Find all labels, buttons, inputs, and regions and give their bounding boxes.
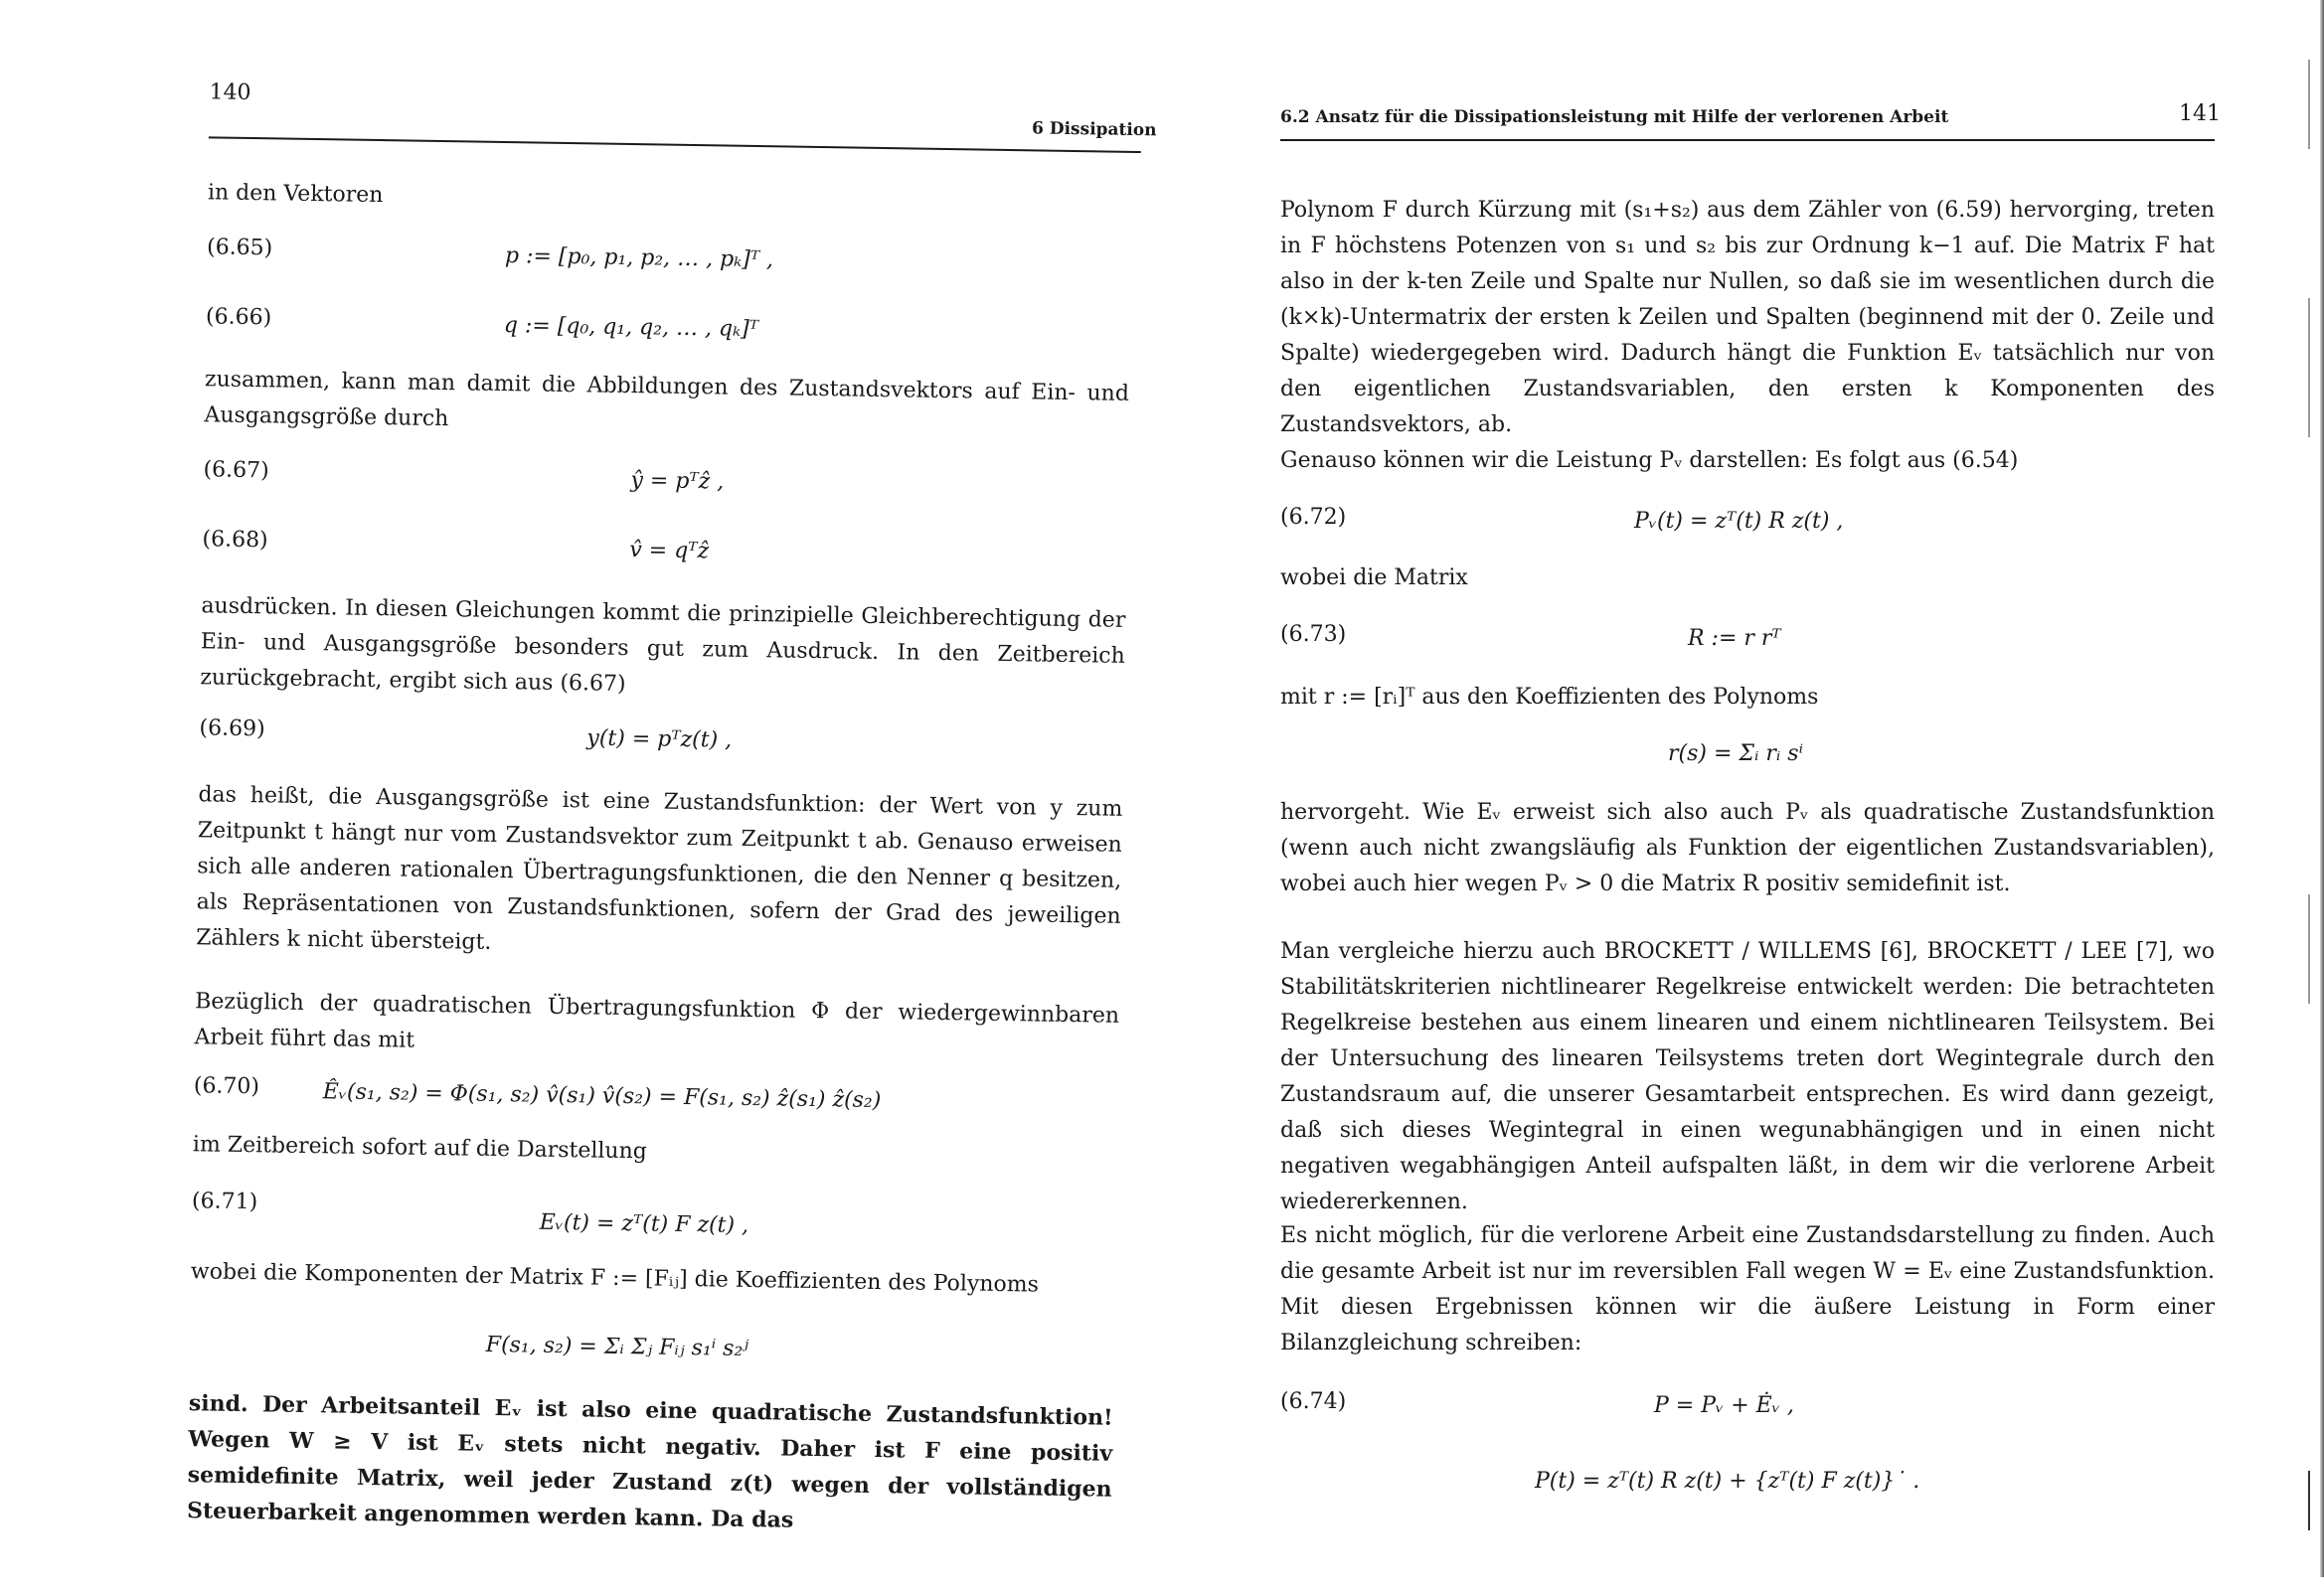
paragraph: hervorgeht. Wie Eᵥ erweist sich also auch Pᵥ als quadratische Zustandsfunktion (wenn auch nicht zwangsläufig als Funktion der eigentlichen Zustandsvariablen), wobei auch hier wegen Pᵥ > 0 die Matrix R positiv semidefinit ist. bbox=[1280, 800, 2215, 896]
equation-6-68 bbox=[202, 527, 1127, 581]
paragraph: in den Vektoren bbox=[207, 180, 384, 209]
equation-final: P(t) = zᵀ(t) R z(t) + {zᵀ(t) F z(t)}˙ . bbox=[1535, 1469, 1920, 1494]
equation-6-69 bbox=[199, 716, 1124, 770]
equation-number: (6.66) bbox=[205, 304, 272, 331]
running-head: 6 Dissipation bbox=[1031, 118, 1157, 141]
paragraph: das heißt, die Ausgangsgröße ist eine Zustandsfunktion: der Wert von y zum Zeitpunkt t hängt nur vom Zustandsvektor zum Zeitpunkt t ab. Genauso erweisen sich alle anderen rationalen Übertragungsfunktionen, die den Nenner q besitzen, als Repräsentationen von Zustandsfunktionen, sofern der Grad des jeweiligen Zählers k nicht übersteigt. bbox=[195, 782, 1123, 955]
equation-body: y(t) = pᵀz(t) , bbox=[586, 725, 733, 753]
equation-number: (6.67) bbox=[203, 457, 269, 484]
left-page-content bbox=[164, 0, 1163, 1592]
equation-number: (6.65) bbox=[206, 235, 273, 261]
header-rule bbox=[1280, 139, 2215, 141]
scan-mark bbox=[2308, 60, 2310, 149]
paragraph: Es nicht möglich, für die verlorene Arbeit eine Zustandsdarstellung zu finden. Auch die gesamte Arbeit ist nur im reversiblen Fall wegen W = Eᵥ eine Zustandsfunktion. Mit diesen Ergebnissen können wir die äußere Leistung in Form einer Bilanzgleichung schreiben: bbox=[1280, 1223, 2215, 1355]
equation-number: (6.73) bbox=[1280, 622, 1347, 647]
equation-6-72 bbox=[1280, 505, 2215, 545]
paragraph: sind. Der Arbeitsanteil Eᵥ ist also eine quadratische Zustandsfunktion! Wegen W ≥ V ist Eᵥ stets nicht negativ. Daher ist F eine positiv semidefinite Matrix, weil jeder Zustand z(t) wegen der vollständigen Steuerbarkeit angenommen werden kann. Da das bbox=[186, 1390, 1113, 1533]
equation-number: (6.71) bbox=[191, 1189, 258, 1215]
equation-6-73 bbox=[1280, 622, 2215, 662]
page-number: 141 bbox=[2179, 101, 2221, 126]
left-page bbox=[186, 0, 1163, 1577]
scan-edge bbox=[2320, 0, 2324, 1577]
polynomial-r: r(s) = Σᵢ rᵢ sⁱ bbox=[1668, 741, 1804, 766]
equation-6-70 bbox=[193, 1073, 1118, 1128]
equation-body: R := r rᵀ bbox=[1688, 626, 1781, 651]
paragraph: wobei die Matrix bbox=[1280, 565, 1468, 590]
equation-number: (6.74) bbox=[1280, 1389, 1347, 1414]
equation-number: (6.72) bbox=[1280, 505, 1347, 530]
right-page bbox=[1280, 0, 2220, 1577]
equation-body: p := [p₀, p₁, p₂, … , pₖ]ᵀ , bbox=[504, 243, 774, 273]
equation-number: (6.69) bbox=[199, 716, 265, 742]
scan-mark bbox=[2308, 1471, 2310, 1530]
equation-number: (6.70) bbox=[193, 1073, 260, 1100]
paragraph: mit r := [rᵢ]ᵀ aus den Koeffizienten des Polynoms bbox=[1280, 685, 1819, 710]
equation-6-66 bbox=[206, 304, 1131, 359]
page-number: 140 bbox=[209, 80, 251, 105]
equation-6-65 bbox=[207, 235, 1132, 289]
equation-body: Eᵥ(t) = zᵀ(t) F z(t) , bbox=[539, 1209, 749, 1238]
paragraph: zusammen, kann man damit die Abbildungen des Zustandsvektors auf Ein- und Ausgangsgröße durch bbox=[204, 367, 1130, 432]
equation-6-71 bbox=[192, 1189, 1117, 1243]
header-rule bbox=[209, 136, 1141, 153]
equation-body: Êᵥ(s₁, s₂) = Φ(s₁, s₂) v̂(s₁) v̂(s₂) = F(s₁, s₂) ẑ(s₁) ẑ(s₂) bbox=[322, 1079, 882, 1114]
equation-body: ŷ = pᵀẑ , bbox=[630, 468, 725, 495]
equation-body: v̂ = qᵀẑ bbox=[629, 538, 710, 564]
running-head: 6.2 Ansatz für die Dissipationsleistung mit Hilfe der verlorenen Arbeit bbox=[1280, 107, 1949, 127]
paragraph: Man vergleiche hierzu auch BROCKETT / WILLEMS [6], BROCKETT / LEE [7], wo Stabilitätskriterien nichtlinearer Regelkreise entwickelt werden: Die betrachteten Regelkreise bestehen aus einem linearen und einem nichtlinearen Teilsystem. Bei der Untersuchung des linearen Teilsystems treten dort Wegintegrale durch den Zustandsraum auf, die unserer Gesamtarbeit entsprechen. Es wird dann gezeigt, daß sich dieses Wegintegral in einen wegunabhängigen und in einen nicht negativen wegabhängigen Anteil aufspalten läßt, in dem wir die verlorene Arbeit wiedererkennen. bbox=[1280, 939, 2215, 1214]
paragraph: Polynom F durch Kürzung mit (s₁+s₂) aus dem Zähler von (6.59) hervorging, treten in F höchstens Potenzen von s₁ und s₂ bis zur Ordnung k−1 auf. Die Matrix F hat also in der k-ten Zeile und Spalte nur Nullen, so daß sie im wesentlichen durch die (k×k)-Untermatrix der ersten k Zeilen und Spalten (beginnend mit der 0. Zeile und Spalte) wiedergegeben wird. Dadurch hängt die Funktion Eᵥ tatsächlich nur von den eigentlichen Zustandsvariablen, den ersten k Komponenten des Zustandsvektors, ab. bbox=[1280, 198, 2215, 437]
paragraph: im Zeitbereich sofort auf die Darstellung bbox=[192, 1132, 648, 1165]
paragraph: Genauso können wir die Leistung Pᵥ darstellen: Es folgt aus (6.54) bbox=[1280, 448, 2019, 473]
paragraph: wobei die Komponenten der Matrix F := [Fᵢⱼ] die Koeffizienten des Polynoms bbox=[190, 1259, 1040, 1298]
equation-body: Pᵥ(t) = zᵀ(t) R z(t) , bbox=[1634, 509, 1844, 534]
paragraph: Bezüglich der quadratischen Übertragungsfunktion Φ der wiedergewinnbaren Arbeit führt das mit bbox=[194, 989, 1120, 1053]
polynomial-F: F(s₁, s₂) = Σᵢ Σⱼ Fᵢⱼ s₁ⁱ s₂ʲ bbox=[485, 1332, 749, 1362]
equation-body: P = Pᵥ + Ėᵥ , bbox=[1654, 1393, 1794, 1418]
equation-body: q := [q₀, q₁, q₂, … , qₖ]ᵀ bbox=[503, 313, 759, 343]
equation-6-74 bbox=[1280, 1389, 2215, 1429]
scan-mark bbox=[2308, 298, 2310, 437]
equation-6-67 bbox=[203, 457, 1128, 512]
scan-mark bbox=[2308, 894, 2310, 1004]
equation-number: (6.68) bbox=[202, 527, 268, 554]
paragraph: ausdrücken. In diesen Gleichungen kommt die prinzipielle Gleichberechtigung der Ein- und Ausgangsgröße besonders gut zum Ausdruck. In den Zeitbereich zurückgebracht, ergibt sich aus (6.67) bbox=[200, 593, 1126, 697]
